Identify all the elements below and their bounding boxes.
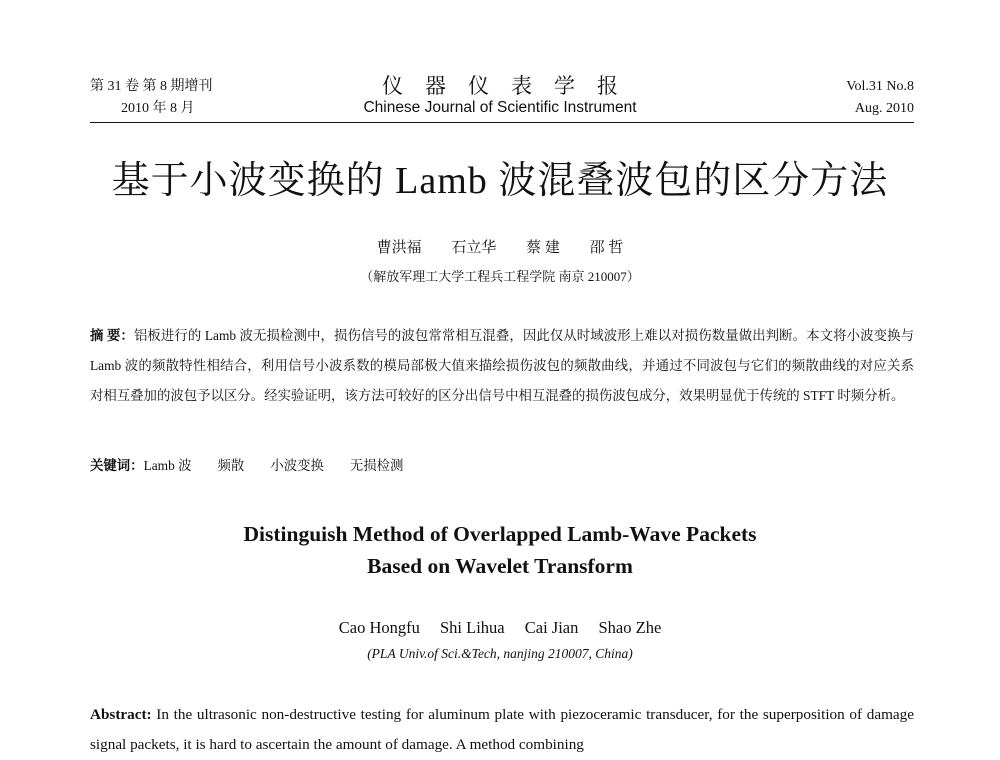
author-en: Cao Hongfu bbox=[338, 618, 420, 637]
header-date-cn: 2010 年 8 月 bbox=[121, 101, 195, 116]
keyword-item: 频散 bbox=[217, 458, 245, 473]
author-cn: 曹洪福 bbox=[376, 240, 422, 256]
abstract-label-en: Abstract: bbox=[90, 706, 152, 723]
paper-title-cn: 基于小波变换的 Lamb 波混叠波包的区分方法 bbox=[111, 160, 889, 202]
keywords-cn bbox=[90, 456, 429, 476]
keyword-item: 无损检测 bbox=[349, 458, 404, 473]
paper-title-en bbox=[0, 518, 1000, 582]
abstract-cn bbox=[90, 321, 914, 411]
keywords-label-cn: 关键词： bbox=[90, 458, 144, 473]
affiliation-en: (PLA Univ.of Sci.&Tech, nanjing 210007, China) bbox=[367, 646, 633, 661]
author-en: Cai Jian bbox=[524, 618, 579, 637]
paper-title-en-line1: Distinguish Method of Overlapped Lamb-Wave Packets bbox=[243, 522, 757, 546]
author-list-cn bbox=[0, 236, 1000, 257]
abstract-text-cn: 铝板进行的 Lamb 波无损检测中，损伤信号的波包常常相互混叠，因此仅从时域波形上难以对损伤数量做出判断。本文将小波变换与 Lamb 波的频散特性相结合，利用信号小波系数的模局部极大值来描绘损伤波包的频散曲线，并通过不同波包与它们的频散曲线的对应关系对相互叠加的波包予以区分。经实验证明，该方法可较好的区分出信号中相互混叠的损伤波包成分，效果明显优于传统的 STFT 时频分析。 bbox=[90, 328, 914, 403]
author-cn: 邵 哲 bbox=[589, 240, 624, 256]
author-list-en bbox=[0, 618, 1000, 638]
journal-name-cn: 仪器仪表学报 bbox=[382, 74, 640, 98]
abstract-text-en: In the ultrasonic non-destructive testing for aluminum plate with piezoceramic transducer, for the superposition of damage signal packets, it is hard to ascertain the amount of damage. A method combining bbox=[90, 706, 915, 753]
abstract-label-cn: 摘 要： bbox=[90, 328, 134, 343]
header-divider bbox=[90, 122, 914, 123]
author-en: Shi Lihua bbox=[439, 618, 505, 637]
keyword-item: Lamb 波 bbox=[143, 458, 192, 473]
journal-name-en: Chinese Journal of Scientific Instrument bbox=[363, 99, 637, 116]
abstract-en bbox=[90, 700, 914, 760]
header-volume-issue-cn: 第 31 卷 第 8 期增刊 bbox=[90, 79, 213, 94]
header-volume-issue-en: Vol.31 No.8 bbox=[846, 79, 914, 94]
affiliation-cn: （解放军理工大学工程兵工程学院 南京 210007） bbox=[360, 269, 640, 284]
header-date-en: Aug. 2010 bbox=[854, 101, 914, 116]
keyword-item: 小波变换 bbox=[270, 458, 324, 473]
author-cn: 石立华 bbox=[451, 240, 497, 256]
paper-title-en-line2: Based on Wavelet Transform bbox=[367, 554, 633, 578]
author-en: Shao Zhe bbox=[598, 618, 662, 637]
author-cn: 蔡 建 bbox=[526, 240, 560, 256]
